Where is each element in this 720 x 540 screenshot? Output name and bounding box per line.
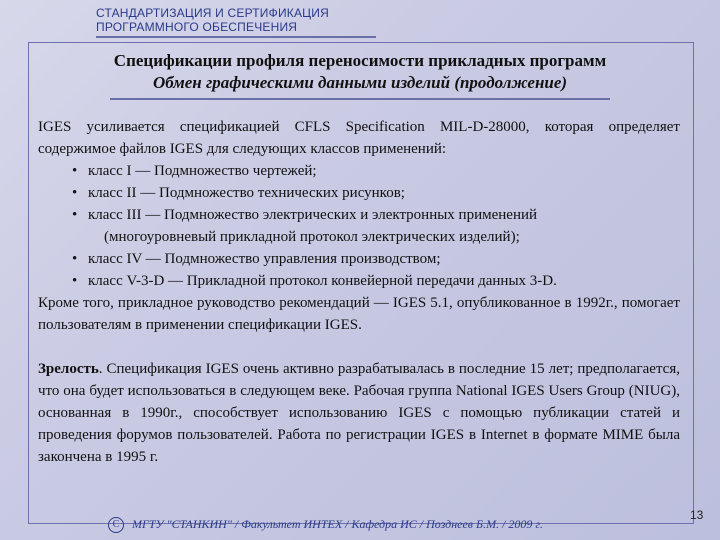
copyright-icon: C (108, 517, 124, 533)
maturity-label: Зрелость (38, 361, 99, 377)
slide-title (28, 50, 692, 94)
bullet-icon: • (72, 273, 78, 289)
list-item: • класс IV — Подмножество управления производством; (38, 248, 680, 270)
intro-paragraph: IGES усиливается спецификацией CFLS Specification MIL-D-28000, которая определяет содержимое файлов IGES для следующих классов применений: (38, 119, 680, 157)
title-subtitle: Обмен графическими данными изделий (продолжение) (152, 73, 568, 92)
list-item: • класс I — Подмножество чертежей; (38, 160, 680, 182)
list-item: • класс V-3-D — Прикладной протокол конвейерной передачи данных 3-D. (38, 270, 680, 292)
list-item: • класс II — Подмножество технических рисунков; (38, 182, 680, 204)
maturity-paragraph (38, 358, 680, 468)
bullet-icon: • (72, 185, 78, 201)
header (96, 6, 376, 34)
header-line-2: ПРОГРАММНОГО ОБЕСПЕЧЕНИЯ (96, 20, 298, 34)
title-divider (110, 98, 610, 100)
list-item-continuation: (многоуровневый прикладной протокол электрических изделий); (104, 229, 520, 245)
page-number: 13 (690, 508, 704, 522)
bullet-icon: • (72, 163, 78, 179)
maturity-text: . Спецификация IGES очень активно разрабатывалась в последние 15 лет; предполагается, что она будет использоваться в следующем веке. Рабочая группа National IGES Users Group (NIUG), основанная в 1990г., способствует использованию IGES с помощью публикации статей и проведения форумов пользователей. Работа по регистрации IGES в Internet в формате MIME была закончена в 1995 г. (38, 361, 680, 465)
footer (108, 516, 543, 533)
class-list (38, 160, 680, 292)
after-list-paragraph: Кроме того, прикладное руководство рекомендаций — IGES 5.1, опубликованное в 1992г., помогает пользователям в применении спецификации IGES. (38, 295, 680, 333)
header-divider (96, 36, 376, 38)
bullet-icon: • (72, 207, 78, 223)
footer-text: МГТУ "СТАНКИН" / Факультет ИНТЕХ / Кафедра ИС / Позднеев Б.М. / 2009 г. (132, 517, 543, 531)
list-item: • класс III — Подмножество электрических и электронных применений (многоуровневый прикладной протокол электрических изделий); (38, 204, 680, 248)
title-main: Спецификации профиля переносимости прикладных программ (113, 51, 607, 70)
bullet-icon: • (72, 251, 78, 267)
header-line-1: СТАНДАРТИЗАЦИЯ И СЕРТИФИКАЦИЯ (96, 6, 329, 20)
body-text (38, 116, 680, 468)
